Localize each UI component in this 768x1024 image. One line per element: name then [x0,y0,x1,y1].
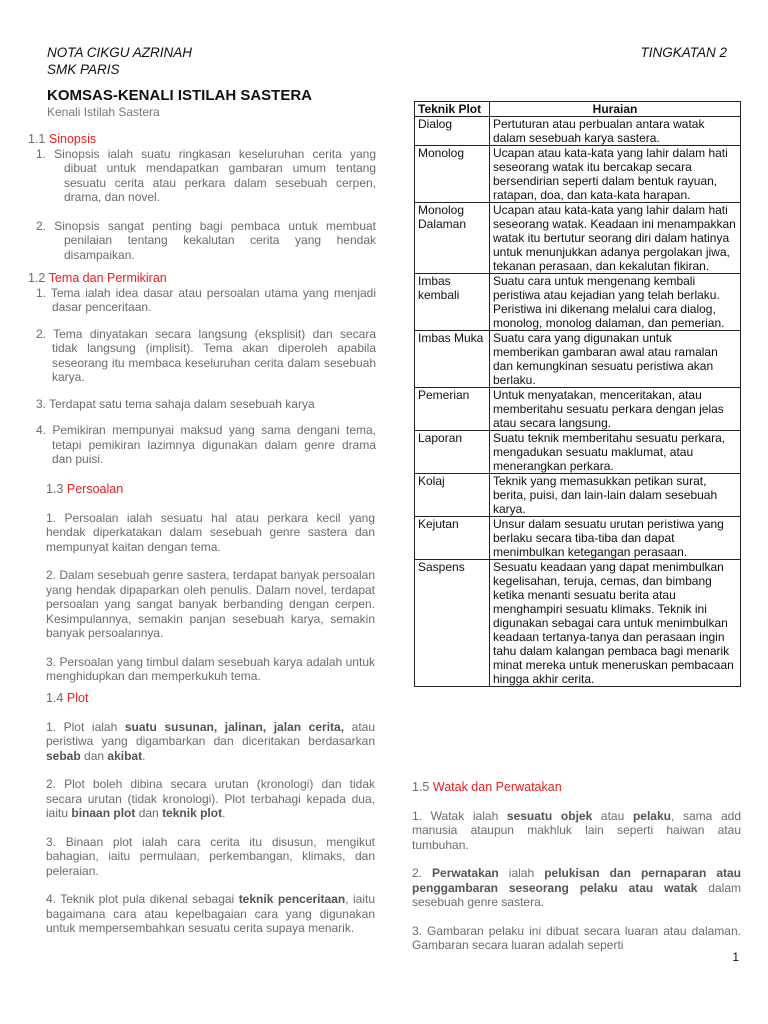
table-row [415,560,741,687]
bold-term: teknik plot [162,806,223,820]
teknik-cell: Dialog [415,117,490,146]
page-subtitle: Kenali Istilah Sastera [47,105,160,119]
bold-term: suatu susunan, jalinan, jalan cerita, [124,719,345,734]
paragraph [46,892,375,936]
section-heading [28,271,376,286]
text: 4. Teknik plot pula dikenal sebagai [46,892,239,906]
section-tema [28,271,376,467]
huraian-cell: Unsur dalam sesuatu urutan peristiwa yang berlaku secara tiba-tiba dan dapat menimbulkan ketegangan perasaan. [490,517,741,560]
table-row [415,117,741,146]
text: atau peristiwa yang digambarkan dan diceritakan berdasarkan [46,719,375,748]
huraian-cell: Ucapan atau kata-kata yang lahir dalam hati seseorang watak itu bercakap secara bersendirian seperti dalam bentuk rayuan, ratapan, doa, dan kata-kata harapan. [490,146,741,203]
teknik-cell: Monolog Dalaman [415,203,490,274]
section-plot [46,691,375,936]
table-row [415,331,741,388]
section-number: 1.1 [28,132,46,146]
table-header-row [415,102,741,117]
list-item: 2. Tema dinyatakan secara langsung (eksplisit) dan secara tidak langsung (implisit). Tema akan diperoleh apabila seseorang itu membaca keseluruhan cerita dalam sesebuah karya. [36,326,376,384]
table-row [415,274,741,331]
huraian-cell: Suatu cara untuk mengenang kembali peristiwa atau kejadian yang telah berlaku. Peristiwa ini dikenang melalui cara dialog, monolog, monolog dalaman, dan pemerian. [490,274,741,331]
teknik-cell: Laporan [415,431,490,474]
header-right: TINGKATAN 2 [640,45,727,60]
section-title: Persoalan [66,482,124,496]
bold-term: Perwatakan [432,866,499,880]
paragraph: 1. Persoalan ialah sesuatu hal atau perkara kecil yang hendak diperkatakan dalam sesebuah genre sastera dan mempunyat kaitan dengan tema. [46,510,375,554]
huraian-cell: Ucapan atau kata-kata yang lahir dalam hati seseorang watak. Keadaan ini menampakkan watak itu bertutur seorang diri dalam hatinya untuk menunjukkan adanya pergolakan jiwa, tekanan perasaan, dan kekalutan fikiran. [490,203,741,274]
text: , iaitu bagaimana cara atau kepelbagaian cara yang digunakan untuk mempersembahkan sesuatu cerita supaya menarik. [46,892,376,935]
section-persoalan [46,482,375,684]
text: dan [135,806,163,820]
section-number: 1.4 [46,691,64,705]
table-row [415,146,741,203]
bold-term: akibat [107,748,143,763]
bold-term: sesuatu objek [506,808,593,823]
text: 1. Plot ialah [46,719,125,734]
teknik-cell: Monolog [415,146,490,203]
paragraph [46,777,375,821]
paragraph: 3. Persoalan yang timbul dalam sesebuah karya adalah untuk menghidupkan dan memperkukuh tema. [46,654,375,683]
text: 2. [412,866,433,880]
teacher-name: NOTA CIKGU AZRINAH [47,45,193,60]
section-number: 1.5 [412,780,430,794]
section-number: 1.3 [46,482,64,496]
text: atau [592,808,633,823]
huraian-cell: Pertuturan atau perbualan antara watak dalam sesebuah karya sastera. [490,117,741,146]
header-left [47,44,192,78]
list-item: 2. Sinopsis sangat penting bagi pembaca untuk membuat penilaian tentang kekalutan cerita yang hendak disampaikan. [36,218,376,262]
paragraph: 3. Binaan plot ialah cara cerita itu disusun, mengikut bahagian, iaitu permulaan, perkembangan, klimaks, dan peleraian. [46,834,375,878]
page-number: 1 [732,950,739,964]
text: dan [80,748,108,763]
paragraph: 2. Dalam sesebuah genre sastera, terdapat banyak persoalan yang hendak dipaparkan oleh penulis. Dalam novel, terdapat persoalan yang sangat banyak berbanding dengan cerpen. Kesimpulannya, semakin panjan sesebuah karya, semakin banyak persoalannya. [46,568,375,640]
school-name: SMK PARIS [47,62,120,77]
table-row [415,517,741,560]
bold-term: binaan plot [71,806,136,820]
paragraph [46,720,375,764]
paragraph [412,866,741,910]
plot-technique-table [414,101,741,687]
teknik-cell: Imbas kembali [415,274,490,331]
list-item: 3. Terdapat satu tema sahaja dalam sesebuah karya [36,396,315,411]
bold-term: pelaku [632,808,671,823]
page-title: KOMSAS-KENALI ISTILAH SASTERA [47,87,313,104]
teknik-cell: Kejutan [415,517,490,560]
section-title: Tema dan Permikiran [48,271,167,285]
bold-term: pelukisan dan pernaparan atau penggambaran seseorang pelaku atau watak [412,866,742,895]
list-item: 4. Pemikiran mempunyai maksud yang sama dengani tema, tetapi pemikiran lazimnya digunakan dalam genre drama dan puisi. [36,423,376,466]
paragraph: 3. Gambaran pelaku ini dibuat secara luaran atau dalaman. Gambaran secara luaran adalah seperti [412,923,741,952]
column-header-huraian: Huraian [490,102,741,117]
section-heading [46,691,375,706]
huraian-cell: Untuk menyatakan, menceritakan, atau memberitahu sesuatu perkara dengan jelas atau secara langsung. [490,388,741,431]
table-row [415,388,741,431]
text: 2. Plot boleh dibina secara urutan (kronologi) dan tidak secara urutan (tidak kronologi). Plot terbahagi kepada dua, iaitu [46,777,375,820]
section-number: 1.2 [28,271,46,285]
paragraph [412,809,741,853]
text: dalam sesebuah genre sastera. [412,880,741,909]
table-row [415,431,741,474]
section-heading [46,482,375,497]
section-title: Plot [66,691,89,705]
list-item: 1. Tema ialah idea dasar atau persoalan utama yang menjadi dasar penceritaan. [36,285,376,314]
section-heading [28,132,376,147]
huraian-cell: Teknik yang memasukkan petikan surat, berita, puisi, dan lain-lain dalam sesebuah karya. [490,474,741,517]
section-title: Watak dan Perwatakan [432,780,562,794]
text: . [222,806,226,820]
teknik-cell: Imbas Muka [415,331,490,388]
bold-term: sebab [46,748,81,763]
text: , sama add manusia ataupun makhluk lain seperti haiwan atau tumbuhan. [412,808,741,852]
section-watak [412,780,741,953]
bold-term: teknik penceritaan [238,892,346,906]
section-title: Sinopsis [48,132,97,146]
text: . [142,748,146,763]
text: ialah [498,866,545,880]
column-header-teknik: Teknik Plot [415,102,490,117]
text: 1. Watak ialah [412,808,507,823]
table-row [415,203,741,274]
table-row [415,474,741,517]
huraian-cell: Suatu cara yang digunakan untuk memberikan gambaran awal atau ramalan dan kemungkinan sesuatu peristiwa akan berlaku. [490,331,741,388]
section-sinopsis [28,132,376,262]
section-heading [412,780,741,795]
list-item: 1. Sinopsis ialah suatu ringkasan keseluruhan cerita yang dibuat untuk mendapatkan gambaran umum tentang sesuatu cerita atau perkara dalam sesebuah cerpen, drama, dan novel. [36,146,376,204]
teknik-cell: Pemerian [415,388,490,431]
huraian-cell: Suatu teknik memberitahu sesuatu perkara, mengadukan sesuatu maklumat, atau menerangkan perkara. [490,431,741,474]
huraian-cell: Sesuatu keadaan yang dapat menimbulkan kegelisahan, teruja, cemas, dan bimbang ketika menanti sesuatu berita atau menghampiri sesuatu klimaks. Teknik ini digunakan sebagai cara untuk menimbulkan keadaan tertanya-tanya dan perasaan ingin tahu dalam kalangan pembaca bagi menarik minat mereka untuk meneruskan pembacaan hingga akhir cerita. [490,560,741,687]
teknik-cell: Saspens [415,560,490,687]
teknik-cell: Kolaj [415,474,490,517]
